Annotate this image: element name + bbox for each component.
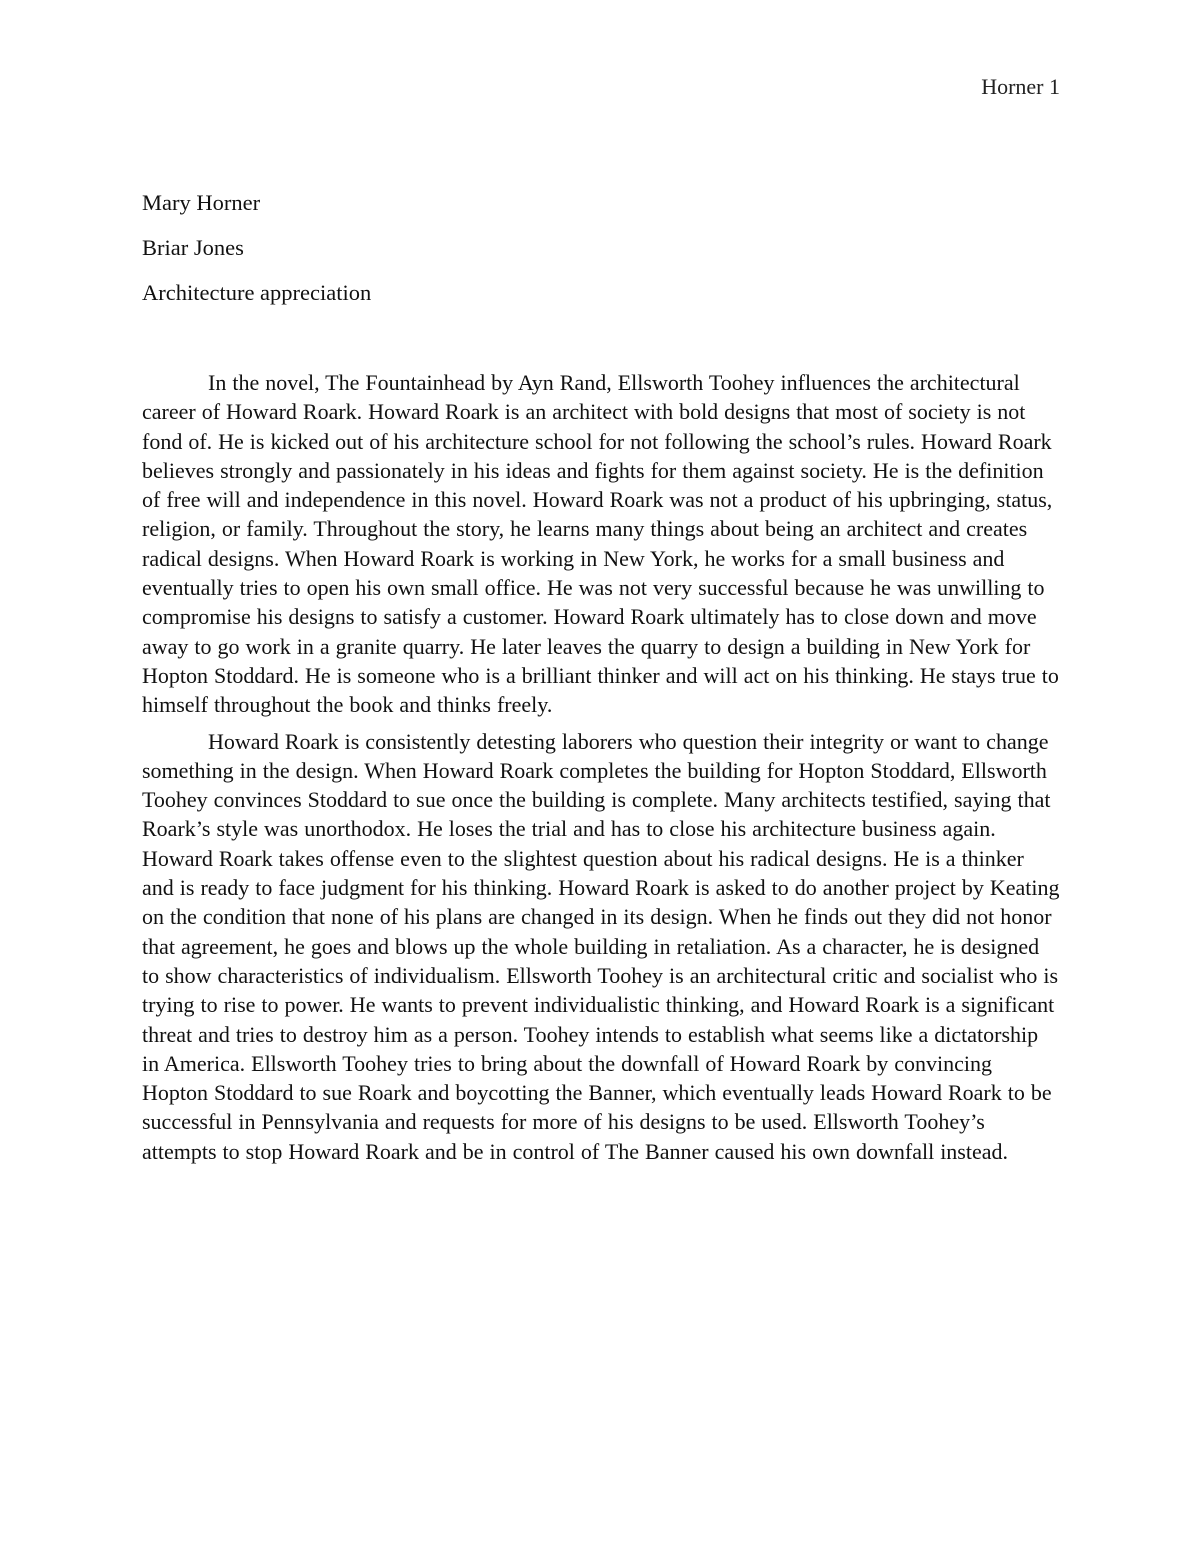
running-head-page-number: Horner 1 (981, 74, 1060, 99)
body-paragraph-2: Howard Roark is consistently detesting laborers who question their integrity or want to change something in the design. When Howard Roark completes the building for Hopton Stoddard, Ellsworth Toohey convinces Stoddard to sue once the building is complete. Many architects testified, saying that Roark’s style was unorthodox. He loses the trial and has to close his architecture business again. Howard Roark takes offense even to the slightest question about his radical designs. He is a thinker and is ready to face judgment for his thinking. Howard Roark is asked to do another project by Keating on the condition that none of his plans are changed in its design. When he finds out they did not honor that agreement, he goes and blows up the whole building in retaliation. As a character, he is designed to show characteristics of individualism. Ellsworth Toohey is an architectural critic and socialist who is trying to rise to power. He wants to prevent individualistic thinking, and Howard Roark is a significant threat and tries to destroy him as a person. Toohey intends to establish what seems like a dictatorship in America. Ellsworth Toohey tries to bring about the downfall of Howard Roark by convincing Hopton Stoddard to sue Roark and boycotting the Banner, which eventually leads Howard Roark to be successful in Pennsylvania and requests for more of his designs to be used. Ellsworth Toohey’s attempts to stop Howard Roark and be in control of The Banner caused his own downfall instead. (142, 728, 1060, 1164)
instructor-name: Briar Jones (142, 235, 244, 260)
course-name: Architecture appreciation (142, 280, 372, 305)
mla-heading (142, 190, 1042, 325)
essay-body (142, 368, 1060, 1173)
author-name: Mary Horner (142, 190, 261, 215)
body-paragraph-1: In the novel, The Fountainhead by Ayn Rand, Ellsworth Toohey influences the architectural career of Howard Roark. Howard Roark is an architect with bold designs that most of society is not fond of. He is kicked out of his architecture school for not following the school’s rules. Howard Roark believes strongly and passionately in his ideas and fights for them against society. He is the definition of free will and independence in this novel. Howard Roark was not a product of his upbringing, status, religion, or family. Throughout the story, he learns many things about being an architect and creates radical designs. When Howard Roark is working in New York, he works for a small business and eventually tries to open his own small office. He was not very successful because he was unwilling to compromise his designs to satisfy a customer. Howard Roark ultimately has to close down and move away to go work in a granite quarry. He later leaves the quarry to design a building in New York for Hopton Stoddard. He is someone who is a brilliant thinker and will act on his thinking. He stays true to himself throughout the book and thinks freely. (142, 370, 1059, 718)
